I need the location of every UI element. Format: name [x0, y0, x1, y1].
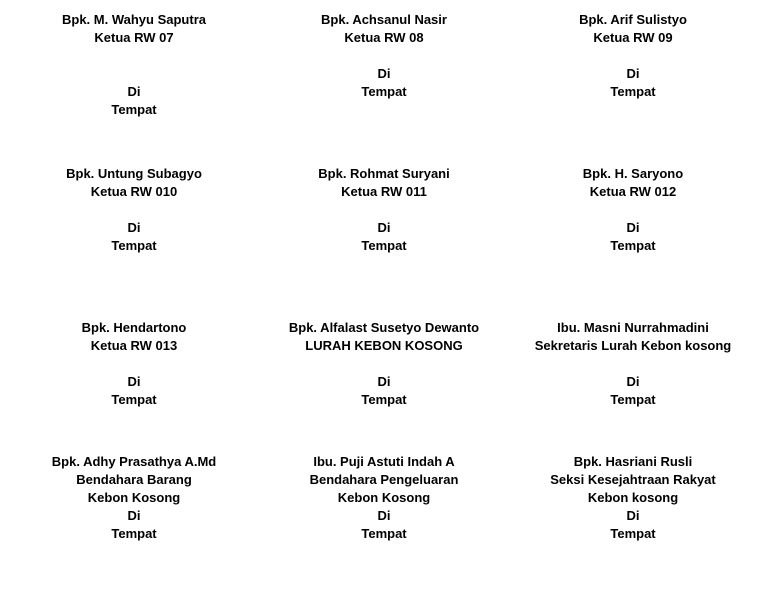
- recipient-name: Bpk. Hasriani Rusli: [573, 454, 693, 469]
- recipient-title: Ketua RW 012: [589, 184, 677, 199]
- location-di: Di: [377, 374, 391, 389]
- location-tempat: Tempat: [361, 392, 407, 407]
- location-di: Di: [377, 508, 391, 523]
- recipient-name: Bpk. Arif Sulistyo: [579, 12, 687, 27]
- recipient-name: Bpk. Achsanul Nasir: [321, 12, 447, 27]
- location-tempat: Tempat: [610, 526, 656, 541]
- recipient-title: Ketua RW 013: [90, 338, 178, 353]
- address-label: [259, 165, 509, 255]
- recipient-name: Ibu. Masni Nurrahmadini: [557, 320, 709, 335]
- address-label: [9, 319, 259, 409]
- address-label: [259, 453, 509, 543]
- location-di: Di: [127, 84, 141, 99]
- recipient-title: Sekretaris Lurah Kebon kosong: [534, 338, 732, 353]
- recipient-name: Ibu. Puji Astuti Indah A: [313, 454, 455, 469]
- address-label: [508, 11, 758, 101]
- recipient-title: Seksi Kesejahtraan Rakyat: [550, 472, 716, 487]
- location-di: Di: [377, 220, 391, 235]
- recipient-name: Bpk. Hendartono: [81, 320, 187, 335]
- location-di: Di: [127, 508, 141, 523]
- location-di: Di: [127, 374, 141, 389]
- recipient-name: Bpk. H. Saryono: [582, 166, 684, 181]
- location-tempat: Tempat: [111, 102, 157, 117]
- recipient-name: Bpk. Rohmat Suryani: [318, 166, 450, 181]
- address-label: [508, 453, 758, 543]
- recipient-name: Bpk. Alfalast Susetyo Dewanto: [288, 320, 480, 335]
- recipient-title: LURAH KEBON KOSONG: [305, 338, 463, 353]
- location-tempat: Tempat: [111, 526, 157, 541]
- location-tempat: Tempat: [111, 238, 157, 253]
- address-label: [259, 11, 509, 101]
- address-label: [508, 165, 758, 255]
- location-di: Di: [626, 508, 640, 523]
- recipient-title: Bendahara Pengeluaran: [309, 472, 459, 487]
- location-tempat: Tempat: [610, 238, 656, 253]
- recipient-title: Ketua RW 010: [90, 184, 178, 199]
- location-di: Di: [626, 374, 640, 389]
- location-tempat: Tempat: [361, 84, 407, 99]
- recipient-name: Bpk. Adhy Prasathya A.Md: [51, 454, 217, 469]
- address-label: [9, 453, 259, 543]
- location-di: Di: [127, 220, 141, 235]
- recipient-org: Kebon Kosong: [337, 490, 431, 505]
- location-tempat: Tempat: [610, 392, 656, 407]
- recipient-name: Bpk. Untung Subagyo: [66, 166, 202, 181]
- recipient-org: Kebon kosong: [587, 490, 679, 505]
- location-tempat: Tempat: [610, 84, 656, 99]
- address-label: [508, 319, 758, 409]
- recipient-title: Ketua RW 09: [593, 30, 673, 45]
- location-tempat: Tempat: [361, 526, 407, 541]
- recipient-name: Bpk. M. Wahyu Saputra: [62, 12, 206, 27]
- address-label: [259, 319, 509, 409]
- location-di: Di: [626, 66, 640, 81]
- location-di: Di: [626, 220, 640, 235]
- recipient-title: Ketua RW 011: [341, 184, 427, 199]
- address-label: [9, 11, 259, 119]
- recipient-title: Ketua RW 08: [344, 30, 424, 45]
- location-tempat: Tempat: [111, 392, 157, 407]
- recipient-title: Bendahara Barang: [76, 472, 192, 487]
- address-label: [9, 165, 259, 255]
- location-tempat: Tempat: [361, 238, 407, 253]
- recipient-org: Kebon Kosong: [87, 490, 181, 505]
- recipient-title: Ketua RW 07: [94, 30, 174, 45]
- location-di: Di: [377, 66, 391, 81]
